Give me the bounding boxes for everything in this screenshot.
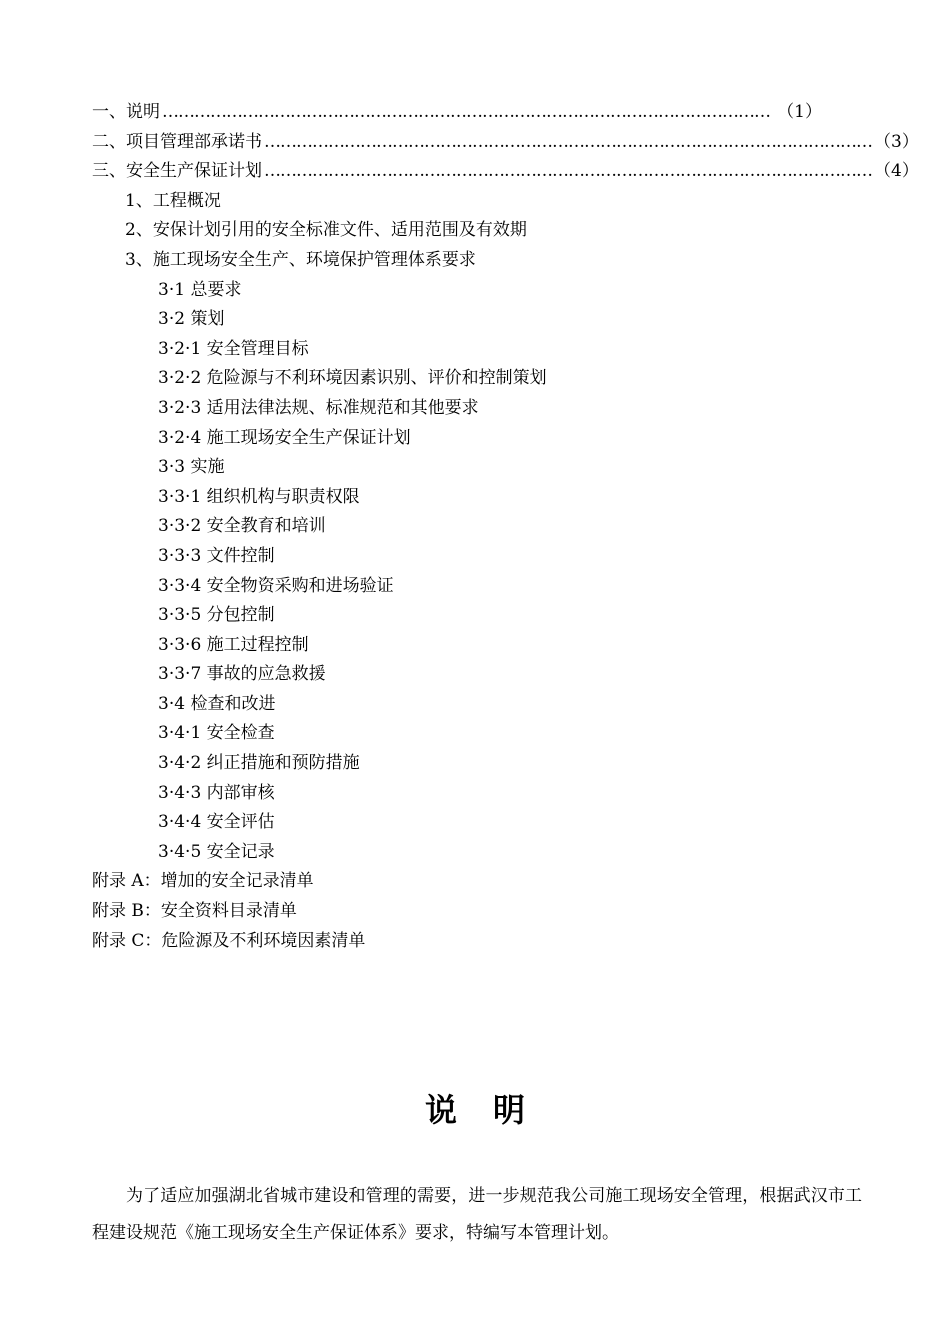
toc-subsection-entry[interactable]: 3·1 总要求: [158, 279, 242, 300]
toc-subsection-entry[interactable]: 3·4 检查和改进: [158, 693, 276, 714]
toc-entry-main[interactable]: [92, 157, 919, 187]
toc-subsection-entry[interactable]: 3·2 策划: [158, 309, 225, 330]
toc-section-entry[interactable]: 1、工程概况: [125, 190, 221, 211]
toc-subsection-entry[interactable]: 3·3·3 文件控制: [158, 545, 275, 566]
toc-appendix-entry[interactable]: 附录 B：安全资料目录清单: [92, 901, 297, 922]
toc-subsection-entry[interactable]: 3·2·2 危险源与不利环境因素识别、评价和控制策划: [158, 368, 547, 389]
toc-subsection-entry[interactable]: 3·4·4 安全评估: [158, 812, 275, 833]
toc-section-entry[interactable]: 2、安保计划引用的安全标准文件、适用范围及有效期: [125, 220, 527, 241]
toc-entry-main[interactable]: [92, 98, 822, 128]
toc-subsection-entry[interactable]: 3·3 实施: [158, 457, 225, 478]
table-of-contents: [92, 98, 919, 956]
section-heading: 说明: [424, 1091, 561, 1129]
toc-page-number: （3）: [874, 131, 919, 152]
toc-subsection-entry[interactable]: 3·3·2 安全教育和培训: [158, 516, 326, 537]
toc-subsection-entry[interactable]: 3·3·7 事故的应急救援: [158, 664, 326, 685]
toc-subsection-entry[interactable]: 3·2·3 适用法律法规、标准规范和其他要求: [158, 397, 479, 418]
toc-subsection-entry[interactable]: 3·2·1 安全管理目标: [158, 338, 309, 359]
toc-page-number: （1）: [777, 102, 822, 122]
toc-entry-title: 一、说明: [92, 102, 160, 122]
toc-leader-dots: ……………………………………………………………………………………………………: [264, 131, 872, 152]
toc-entry-main[interactable]: [92, 128, 919, 158]
toc-entry-title: 二、项目管理部承诺书: [92, 131, 262, 152]
toc-subsection-entry[interactable]: 3·4·2 纠正措施和预防措施: [158, 753, 360, 774]
toc-subsection-entry[interactable]: 3·3·1 组织机构与职责权限: [158, 486, 360, 507]
toc-section-entry[interactable]: 3、施工现场安全生产、环境保护管理体系要求: [125, 249, 476, 270]
toc-appendix-entry[interactable]: 附录 A：增加的安全记录清单: [92, 871, 314, 892]
body-paragraph: 为了适应加强湖北省城市建设和管理的需要，进一步规范我公司施工现场安全管理，根据武汉市工程建设规范《施工现场安全生产保证体系》要求，特编写本管理计划。: [92, 1186, 862, 1243]
toc-subsection-entry[interactable]: 3·4·5 安全记录: [158, 841, 275, 862]
toc-page-number: （4）: [874, 161, 919, 182]
toc-appendix-entry[interactable]: 附录 C：危险源及不利环境因素清单: [92, 930, 366, 951]
toc-subsection-entry[interactable]: 3·4·3 内部审核: [158, 782, 275, 803]
toc-subsection-entry[interactable]: 3·3·4 安全物资采购和进场验证: [158, 575, 394, 596]
toc-leader-dots: ……………………………………………………………………………………………………: [162, 102, 770, 122]
toc-subsection-entry[interactable]: 3·4·1 安全检查: [158, 723, 275, 744]
toc-subsection-entry[interactable]: 3·3·5 分包控制: [158, 605, 275, 626]
toc-leader-dots: ……………………………………………………………………………………………………: [264, 161, 872, 182]
toc-subsection-entry[interactable]: 3·3·6 施工过程控制: [158, 634, 309, 655]
toc-entry-title: 三、安全生产保证计划: [92, 161, 262, 182]
toc-subsection-entry[interactable]: 3·2·4 施工现场安全生产保证计划: [158, 427, 411, 448]
